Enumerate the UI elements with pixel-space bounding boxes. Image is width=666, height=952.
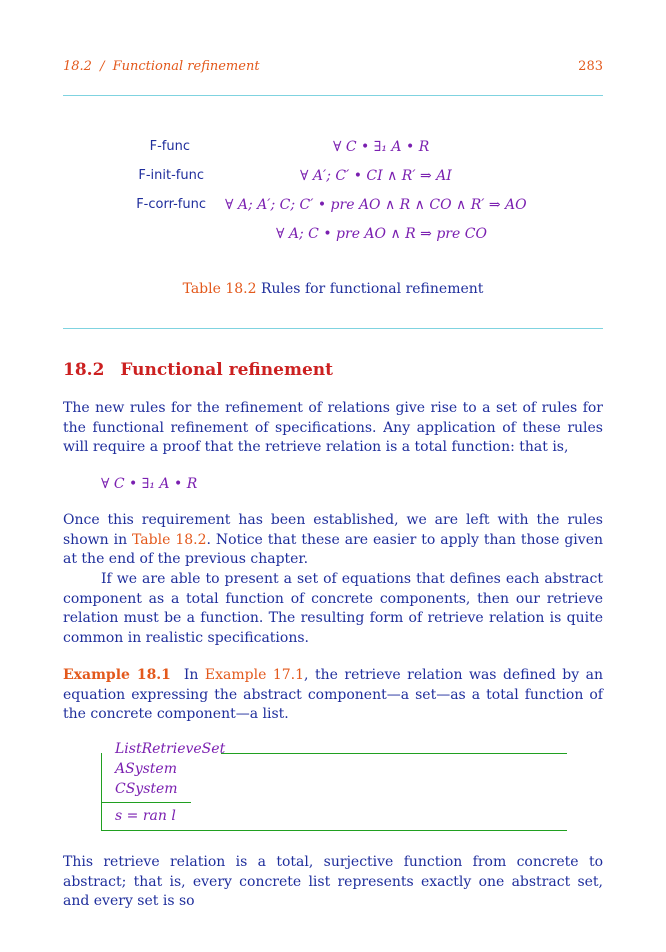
example-label: Example 18.1 bbox=[63, 667, 171, 683]
schema-left-rule bbox=[101, 753, 102, 831]
table-bottom-rule bbox=[63, 328, 603, 329]
example-after: , the retrieve relation was defined by an equation expressing the abstract component—a set—as a total function of the concrete component—a list. bbox=[63, 667, 603, 722]
paragraph-4: This retrieve relation is a total, surjective function from concrete to abstract; that is, every concrete list represents exactly one abstract set, and every set is so bbox=[63, 854, 603, 909]
table-caption-text: Rules for functional refinement bbox=[260, 281, 484, 297]
section-title: Functional refinement bbox=[120, 360, 333, 380]
example-before: In bbox=[183, 667, 205, 683]
schema-name: ListRetrieveSet bbox=[115, 741, 226, 757]
rule-name-f-corr-func: F-corr-func bbox=[136, 197, 206, 212]
schema-predicate: s = ran l bbox=[115, 808, 176, 824]
schema-divider bbox=[101, 802, 191, 803]
header-section-number: 18.2 bbox=[63, 59, 92, 74]
display-formula: ∀ C • ∃₁ A • R bbox=[101, 476, 198, 492]
section-number: 18.2 bbox=[63, 360, 105, 380]
example-reference-link[interactable]: Example 17.1 bbox=[204, 667, 305, 683]
paragraph-3: If we are able to present a set of equations that defines each abstract component as a total function of concrete components, then our retrieve relation must be a function. The resulting form of retrieve relation is quite common in realistic specifications. bbox=[63, 571, 603, 646]
schema-bottom-rule bbox=[101, 830, 567, 831]
header-title: Functional refinement bbox=[112, 59, 260, 74]
paragraph-1: The new rules for the refinement of relations give rise to a set of rules for the functional refinement of specifications. Any application of these rules will require a proof that the retrieve relation is a total function: that is, bbox=[63, 400, 603, 455]
paragraph-2 bbox=[63, 511, 603, 570]
table-caption bbox=[0, 281, 666, 297]
schema-box bbox=[101, 741, 567, 831]
rule-formula-f-corr-func-2: ∀ A; C • pre AO ∧ R ⇒ pre CO bbox=[276, 226, 487, 242]
example-paragraph bbox=[63, 666, 603, 725]
rule-name-f-func: F-func bbox=[149, 139, 190, 154]
schema-declaration-1: ASystem bbox=[115, 761, 177, 777]
header-separator: / bbox=[100, 59, 105, 74]
rule-name-f-init-func: F-init-func bbox=[138, 168, 204, 183]
paragraph-2-before: Once this requirement has been established, we are left with the rules shown in bbox=[63, 512, 603, 548]
rule-formula-f-corr-func: ∀ A; A′; C; C′ • pre AO ∧ R ∧ CO ∧ R′ ⇒ AO bbox=[225, 197, 527, 213]
section-heading bbox=[63, 360, 333, 380]
rule-formula-f-func: ∀ C • ∃₁ A • R bbox=[333, 139, 430, 155]
rule-formula-f-init-func: ∀ A′; C′ • CI ∧ R′ ⇒ AI bbox=[300, 168, 452, 184]
schema-declaration-2: CSystem bbox=[115, 781, 178, 797]
paragraph-2-after: . Notice that these are easier to apply than those given at the end of the previous chapter. bbox=[63, 531, 603, 567]
running-header-left bbox=[63, 59, 260, 74]
schema-top-rule bbox=[221, 753, 567, 754]
page-number: 283 bbox=[578, 59, 603, 74]
table-caption-label: Table 18.2 bbox=[182, 281, 257, 297]
table-reference-link[interactable]: Table 18.2 bbox=[132, 531, 207, 548]
header-rule bbox=[63, 95, 603, 96]
